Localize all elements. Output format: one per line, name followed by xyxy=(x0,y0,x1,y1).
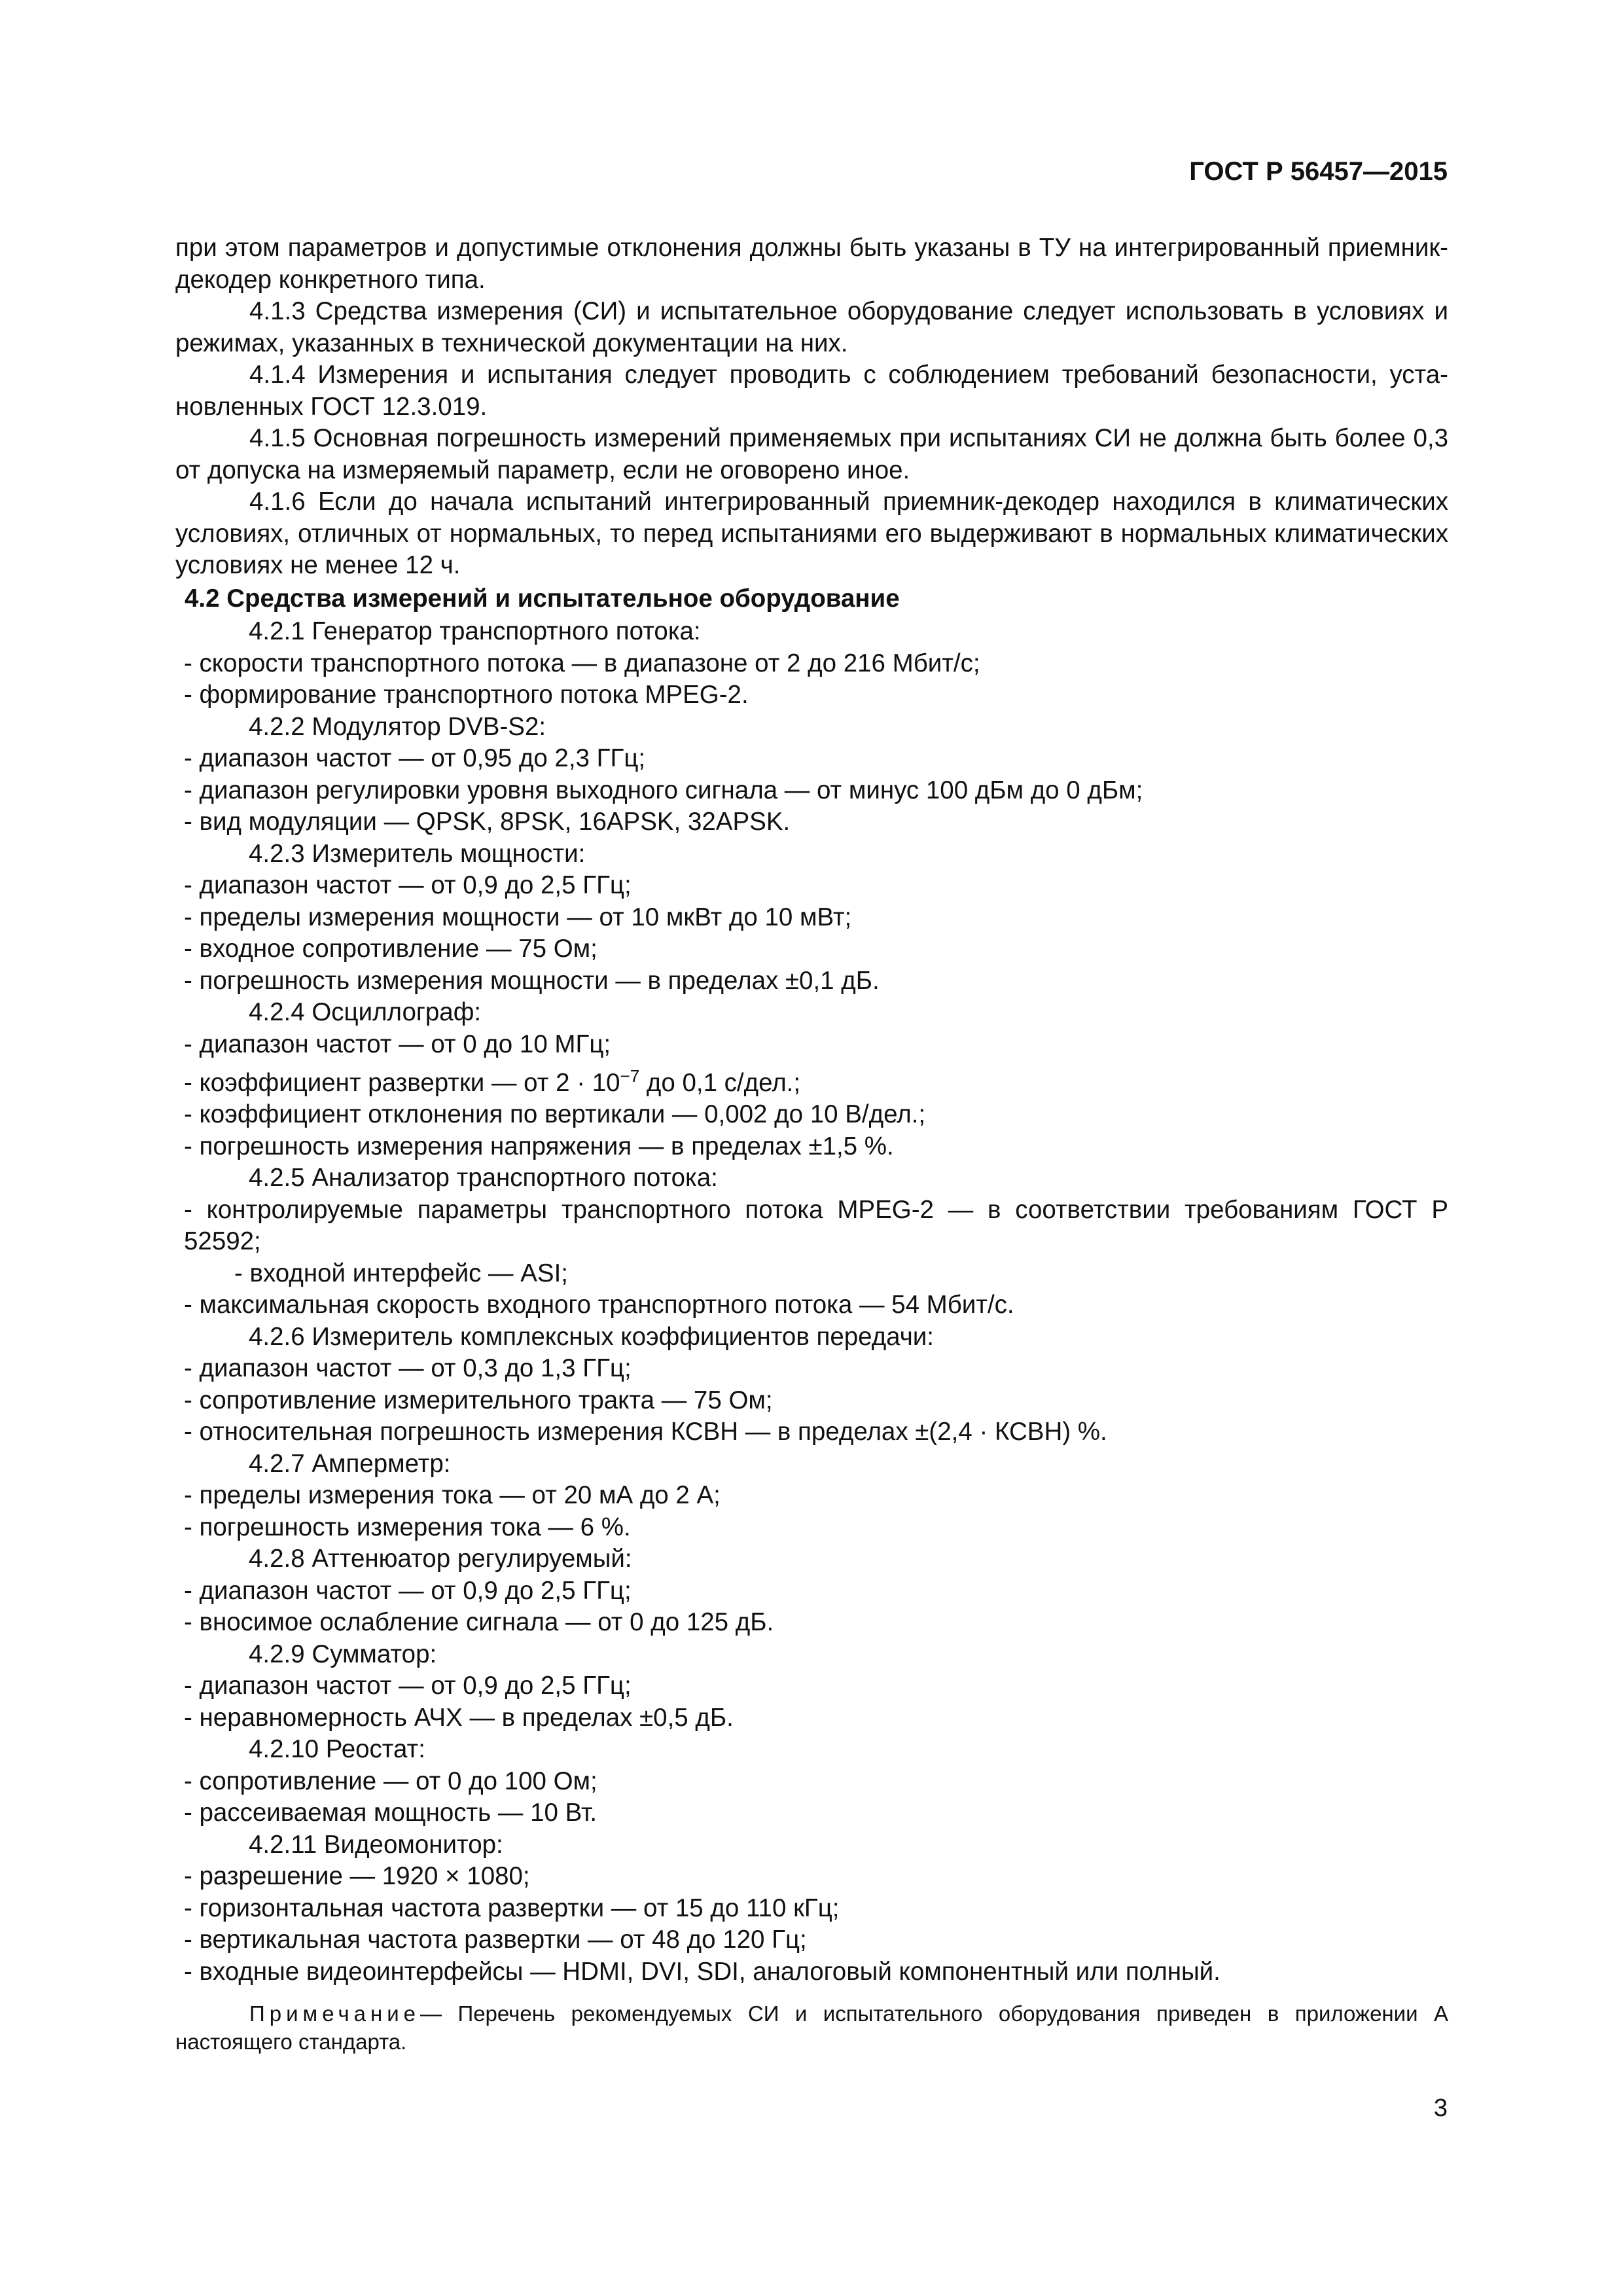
paragraph-4-1-4: 4.1.4 Измерения и испытания следует проводить с соблюдением требований безопасности, установленных ГОСТ 12.3.019. xyxy=(175,361,1448,421)
list-item: - погрешность измерения тока — 6 %. xyxy=(184,1513,631,1541)
list-item: - погрешность измерения мощности — в пределах ±0,1 дБ. xyxy=(184,966,880,995)
subsection-title: 4.2.5 Анализатор транспортного потока: xyxy=(249,1164,718,1193)
list-item: - разрешение — 1920 × 1080; xyxy=(184,1862,530,1891)
list-item: - скорости транспортного потока — в диапазоне от 2 до 216 Мбит/с; xyxy=(184,649,980,677)
subsection-title: 4.2.3 Измеритель мощности: xyxy=(249,839,586,868)
subsection-title: 4.2.8 Аттенюатор регулируемый: xyxy=(249,1545,632,1573)
document-id-header: ГОСТ Р 56457—2015 xyxy=(1189,157,1448,186)
list-item: - пределы измерения тока — от 20 мА до 2 А; xyxy=(184,1481,721,1510)
list-item: - диапазон частот — от 0,9 до 2,5 ГГц; xyxy=(184,1672,632,1700)
list-item-text: до 0,1 с/дел.; xyxy=(639,1068,801,1097)
subsection-title: 4.2.6 Измеритель комплексных коэффициентов передачи: xyxy=(249,1322,935,1351)
list-item: - неравномерность АЧХ — в пределах ±0,5 дБ. xyxy=(184,1703,734,1732)
section-heading-4-2: 4.2 Средства измерений и испытательное оборудование xyxy=(185,584,900,613)
note-text: — Перечень рекомендуемых СИ и испытательного оборудования приведен в приложении А настоящего стандарта. xyxy=(175,2001,1448,2054)
subsection-title: 4.2.11 Видеомонитор: xyxy=(249,1830,503,1859)
paragraph-continuation: при этом параметров и допустимые отклонения должны быть указаны в ТУ на интегрированный приемник-декодер конкретного типа. xyxy=(175,234,1448,294)
list-item: - вид модуляции — QPSK, 8PSK, 16APSK, 32APSK. xyxy=(184,808,791,836)
list-item: - диапазон частот — от 0,3 до 1,3 ГГц; xyxy=(184,1354,632,1383)
list-item: - входное сопротивление — 75 Ом; xyxy=(184,935,597,963)
list-item: - контролируемые параметры транспортного потока MPEG-2 — в соответствии требованиям ГОСТ Р 52592; xyxy=(184,1195,1448,1256)
list-item: - вносимое ослабление сигнала — от 0 до 125 дБ. xyxy=(184,1608,774,1637)
list-item: - диапазон частот — от 0 до 10 МГц; xyxy=(184,1030,611,1058)
list-item: - диапазон частот — от 0,9 до 2,5 ГГц; xyxy=(184,871,632,899)
list-item: - диапазон частот — от 0,9 до 2,5 ГГц; xyxy=(184,1576,632,1605)
list-item: - максимальная скорость входного транспортного потока — 54 Мбит/с. xyxy=(184,1291,1014,1319)
list-item: - погрешность измерения напряжения — в пределах ±1,5 %. xyxy=(184,1132,894,1160)
note-label: Примечание xyxy=(249,2001,421,2026)
list-item: - вертикальная частота развертки — от 48 до 120 Гц; xyxy=(184,1926,807,1954)
list-item: - диапазон регулировки уровня выходного сигнала — от минус 100 дБм до 0 дБм; xyxy=(184,776,1143,804)
subsection-title: 4.2.4 Осциллограф: xyxy=(249,998,482,1026)
exponent: −7 xyxy=(620,1066,640,1086)
page-number: 3 xyxy=(1433,2094,1448,2122)
paragraph-4-1-6: 4.1.6 Если до начала испытаний интегрированный приемник-декодер находился в климатических условиях, отличных от нормальных, то перед испытаниями его выдерживают в нормальных климатических условиях не менее 12 ч. xyxy=(175,488,1448,579)
subsection-title: 4.2.10 Реостат: xyxy=(249,1735,425,1764)
list-item: - коэффициент отклонения по вертикали — 0,002 до 10 В/дел.; xyxy=(184,1100,926,1129)
paragraph-4-1-5: 4.1.5 Основная погрешность измерений применяемых при испытаниях СИ не должна быть более 0,3 от допуска на измеряемый параметр, если не оговорено иное. xyxy=(175,424,1448,484)
subsection-title: 4.2.9 Сумматор: xyxy=(249,1640,437,1668)
note-paragraph xyxy=(175,2000,1448,2056)
list-item: - сопротивление измерительного тракта — 75 Ом; xyxy=(184,1386,773,1414)
list-item xyxy=(175,1060,1448,1099)
list-item: - рассеиваемая мощность — 10 Вт. xyxy=(184,1799,597,1827)
subsection-title: 4.2.7 Амперметр: xyxy=(249,1449,451,1478)
paragraph-4-1-3: 4.1.3 Средства измерения (СИ) и испытательное оборудование следует использовать в условиях и режимах, указанных в технической документации на них. xyxy=(175,297,1448,357)
subsection-title: 4.2.1 Генератор транспортного потока: xyxy=(249,617,701,645)
list-item: - входной интерфейс — ASI; xyxy=(234,1259,568,1287)
list-item: - горизонтальная частота развертки — от 15 до 110 кГц; xyxy=(184,1893,840,1922)
list-item: - диапазон частот — от 0,95 до 2,3 ГГц; xyxy=(184,744,646,772)
document-body xyxy=(175,232,1448,2056)
list-item: - относительная погрешность измерения КСВН — в пределах ±(2,4 · КСВН) %. xyxy=(184,1418,1107,1446)
list-item: - сопротивление — от 0 до 100 Ом; xyxy=(184,1767,597,1795)
subsection-title: 4.2.2 Модулятор DVB-S2: xyxy=(249,712,546,741)
list-item: - входные видеоинтерфейсы — HDMI, DVI, SDI, аналоговый компонентный или полный. xyxy=(184,1957,1221,1986)
list-item: - пределы измерения мощности — от 10 мкВт до 10 мВт; xyxy=(184,903,852,931)
list-item-text: - коэффициент развертки — от 2 · 10 xyxy=(184,1068,620,1097)
list-item: - формирование транспортного потока MPEG-2. xyxy=(184,681,749,709)
